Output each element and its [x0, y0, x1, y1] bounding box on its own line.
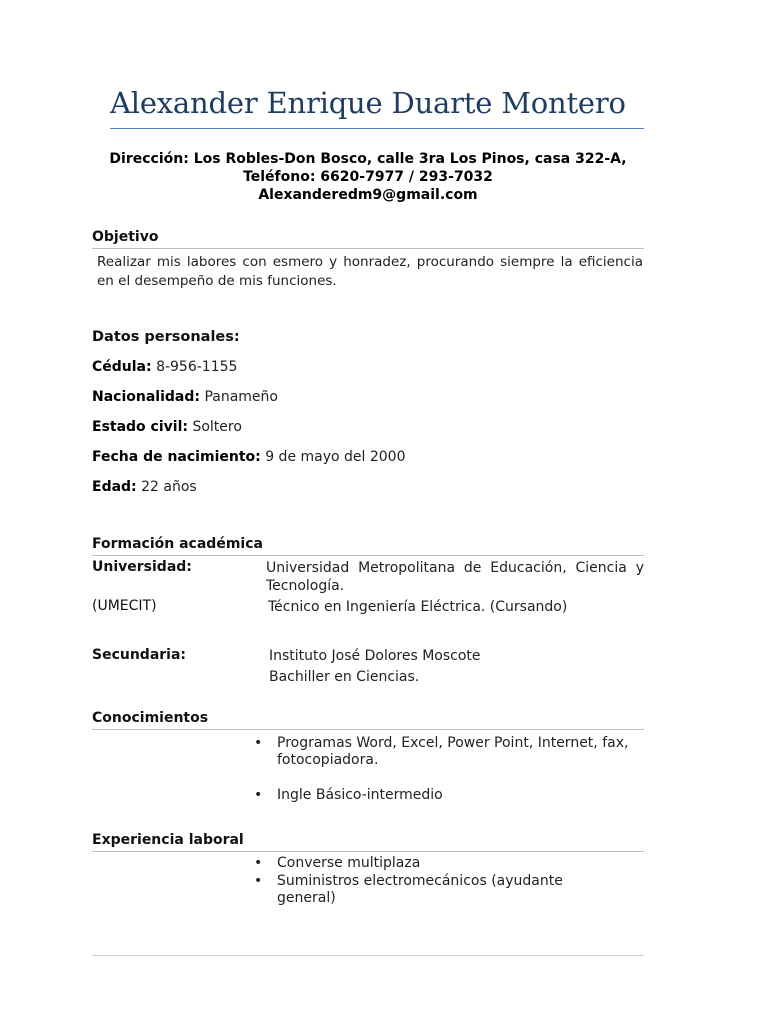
- section-title-objetivo: Objetivo: [92, 229, 159, 245]
- contact-block: [92, 150, 644, 204]
- contact-address: Dirección: Los Robles-Don Bosco, calle 3ra Los Pinos, casa 322-A,: [109, 151, 627, 167]
- formacion-secundaria-school: Instituto José Dolores Moscote: [269, 648, 481, 664]
- datos-label: Edad:: [92, 479, 137, 495]
- formacion-umecit-label: (UMECIT): [92, 598, 157, 614]
- datos-value: 22 años: [141, 479, 197, 495]
- datos-row-cedula: [92, 359, 237, 375]
- bullet-icon: •: [254, 855, 263, 871]
- bullet-icon: •: [254, 873, 263, 889]
- datos-row-edad: [92, 479, 197, 495]
- formacion-secundaria-degree: Bachiller en Ciencias.: [269, 669, 420, 685]
- objetivo-text: Realizar mis labores con esmero y honradez, procurando siempre la eficiencia en el desempeño de mis funciones.: [97, 254, 643, 289]
- section-rule-conocimientos: [92, 729, 644, 730]
- name-underline: [110, 128, 644, 129]
- list-item: [254, 787, 634, 804]
- datos-value: Panameño: [204, 389, 278, 405]
- datos-value: 9 de mayo del 2000: [265, 449, 406, 465]
- resume-name: Alexander Enrique Duarte Montero: [110, 86, 626, 120]
- datos-label: Nacionalidad:: [92, 389, 200, 405]
- datos-row-nacionalidad: [92, 389, 278, 405]
- formacion-secundaria-label: Secundaria:: [92, 647, 187, 663]
- datos-label: Cédula:: [92, 359, 152, 375]
- bullet-icon: •: [254, 787, 263, 803]
- list-item: [254, 855, 634, 872]
- list-item-text: Suministros electromecánicos (ayudante general): [277, 873, 563, 906]
- formacion-universidad-label: Universidad:: [92, 559, 192, 575]
- datos-row-estado-civil: [92, 419, 242, 435]
- section-title-experiencia: Experiencia laboral: [92, 832, 244, 848]
- section-title-conocimientos: Conocimientos: [92, 710, 209, 726]
- list-item-text: Converse multiplaza: [277, 855, 421, 871]
- list-item-text: Programas Word, Excel, Power Point, Internet, fax, fotocopiadora.: [277, 735, 629, 768]
- section-title-datos: Datos personales:: [92, 329, 240, 345]
- datos-value: 8-956-1155: [156, 359, 238, 375]
- section-rule-formacion: [92, 555, 644, 556]
- section-rule-objetivo: [92, 248, 644, 249]
- section-rule-experiencia: [92, 851, 644, 852]
- datos-value: Soltero: [192, 419, 242, 435]
- formacion-universidad-value: Universidad Metropolitana de Educación, Ciencia y Tecnología.: [266, 560, 644, 594]
- section-title-formacion: Formación académica: [92, 536, 263, 552]
- datos-label: Fecha de nacimiento:: [92, 449, 261, 465]
- datos-label: Estado civil:: [92, 419, 188, 435]
- list-item-text: Ingle Básico-intermedio: [277, 787, 443, 803]
- footer-rule: [92, 955, 644, 956]
- datos-row-fecha-nacimiento: [92, 449, 406, 465]
- contact-phone: Teléfono: 6620-7977 / 293-7032: [243, 169, 493, 185]
- list-item: [254, 873, 634, 907]
- formacion-umecit-value: Técnico en Ingeniería Eléctrica. (Cursando): [268, 599, 568, 615]
- contact-email: Alexanderedm9@gmail.com: [258, 187, 478, 203]
- list-item: [254, 735, 634, 769]
- bullet-icon: •: [254, 735, 263, 751]
